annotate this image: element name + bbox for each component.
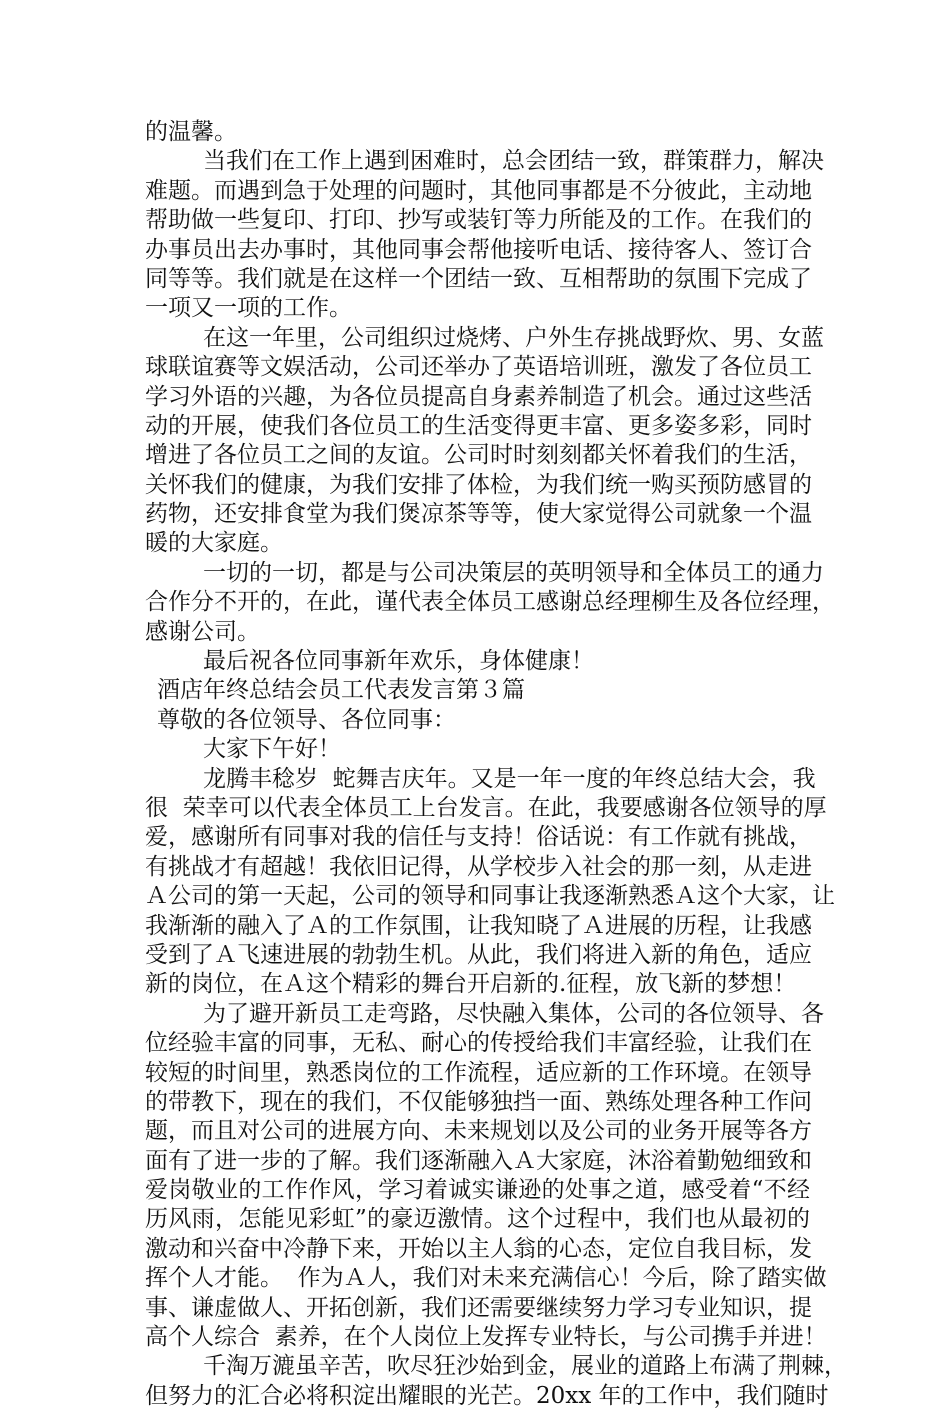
paragraph-first-line: 为了避开新员工走弯路，尽快融入集体，公司的各位领导、各 (203, 1000, 824, 1027)
text-line: Ａ公司的第一天起，公司的领导和同事让我逐渐熟悉Ａ这个大家，让 (145, 883, 835, 910)
text-line: 帮助做一些复印、打印、抄写或装钉等力所能及的工作。在我们的 (145, 207, 812, 234)
text-line: 题，而且对公司的进展方向、未来规划以及公司的业务开展等各方 (145, 1118, 812, 1145)
paragraph-first-line: 千淘万漉虽辛苦，吹尽狂沙始到金，展业的道路上布满了荆棘， (203, 1353, 847, 1380)
paragraph-first-line: 大家下午好！ (203, 736, 341, 763)
paragraph-last-line: 感谢公司。 (145, 618, 260, 645)
text-line: 合作分不开的，在此，谨代表全体员工感谢总经理柳生及各位经理， (145, 589, 835, 616)
text-line: 办事员出去办事时，其他同事会帮他接听电话、接待客人、签订合 (145, 236, 812, 263)
section-heading-line: 酒店年终总结会员工代表发言第３篇 (157, 677, 525, 704)
text-line: 受到了Ａ飞速进展的勃勃生机。从此，我们将进入新的角色，适应 (145, 941, 812, 968)
text-line: 学习外语的兴趣，为各位员提高自身素养制造了机会。通过这些活 (145, 383, 812, 410)
text-line: 位经验丰富的同事，无私、耐心的传授给我们丰富经验，让我们在 (145, 1030, 812, 1057)
text-line: 的带教下，现在的我们，不仅能够独挡一面、熟练处理各种工作问 (145, 1088, 812, 1115)
paragraph-last-line: 高个人综合 素养，在个人岗位上发挥专业特长，与公司携手并进！ (145, 1324, 827, 1351)
text-line: 爱，感谢所有同事对我的信任与支持！俗话说：有工作就有挑战， (145, 824, 812, 851)
text-line: 较短的时间里，熟悉岗位的工作流程，适应新的工作环境。在领导 (145, 1059, 812, 1086)
paragraph-last-line: 暖的大家庭。 (145, 530, 283, 557)
text-line: 面有了进一步的了解。我们逐渐融入Ａ大家庭，沐浴着勤勉细致和 (145, 1147, 812, 1174)
paragraph-first-line: 一切的一切，都是与公司决策层的英明领导和全体员工的通力 (203, 559, 824, 586)
document-body (145, 118, 847, 1411)
text-line: 历风雨，怎能见彩虹”的豪迈激情。这个过程中，我们也从最初的 (145, 1206, 810, 1233)
paragraph-first-line: 在这一年里，公司组织过烧烤、户外生存挑战野炊、男、女蓝 (203, 324, 824, 351)
text-line: 药物，还安排食堂为我们煲凉茶等等，使大家觉得公司就象一个温 (145, 501, 812, 528)
text-line: 难题。而遇到急于处理的问题时，其他同事都是不分彼此，主动地 (145, 177, 812, 204)
text-line: 有挑战才有超越！我依旧记得，从学校步入社会的那一刻，从走进 (145, 853, 812, 880)
text-line: 同等等。我们就是在这样一个团结一致、互相帮助的氛围下完成了 (145, 265, 812, 292)
paragraph-first-line: 最后祝各位同事新年欢乐，身体健康！ (203, 648, 594, 675)
paragraph-first-line: 当我们在工作上遇到困难时，总会团结一致，群策群力，解决 (203, 148, 824, 175)
text-line: 我渐渐的融入了Ａ的工作氛围，让我知晓了Ａ进展的历程，让我感 (145, 912, 812, 939)
paragraph-last-line: 一项又一项的工作。 (145, 295, 352, 322)
section-heading-line: 尊敬的各位领导、各位同事： (157, 706, 456, 733)
text-line: 增进了各位员工之间的友谊。公司时时刻刻都关怀着我们的生活， (145, 442, 812, 469)
paragraph-first-line: 龙腾丰稔岁 蛇舞吉庆年。又是一年一度的年终总结大会，我 (203, 765, 816, 792)
text-line: 激动和兴奋中冷静下来，开始以主人翁的心态，定位自我目标，发 (145, 1235, 812, 1262)
paragraph-last-line: 新的岗位，在Ａ这个精彩的舞台开启新的.征程，放飞新的梦想！ (145, 971, 797, 998)
paragraph-last-line: 的温馨。 (145, 119, 237, 145)
text-line: 关怀我们的健康，为我们安排了体检，为我们统一购买预防感冒的 (145, 471, 812, 498)
text-line: 动的开展，使我们各位员工的生活变得更丰富、更多姿多彩，同时 (145, 412, 812, 439)
text-line: 爱岗敬业的工作作风，学习着诚实谦逊的处事之道，感受着“不经 (145, 1177, 810, 1204)
text-line: 挥个人才能。 作为Ａ人，我们对未来充满信心！今后，除了踏实做 (145, 1265, 827, 1292)
text-line: 事、谦虚做人、开拓创新，我们还需要继续努力学习专业知识，提 (145, 1294, 812, 1321)
text-line: 球联谊赛等文娱活动，公司还举办了英语培训班，激发了各位员工 (145, 354, 812, 381)
text-line: 但努力的汇合必将积淀出耀眼的光芒。20xx 年的工作中，我们随时 (145, 1382, 829, 1409)
text-line: 很 荣幸可以代表全体员工上台发言。在此，我要感谢各位领导的厚 (145, 794, 827, 821)
